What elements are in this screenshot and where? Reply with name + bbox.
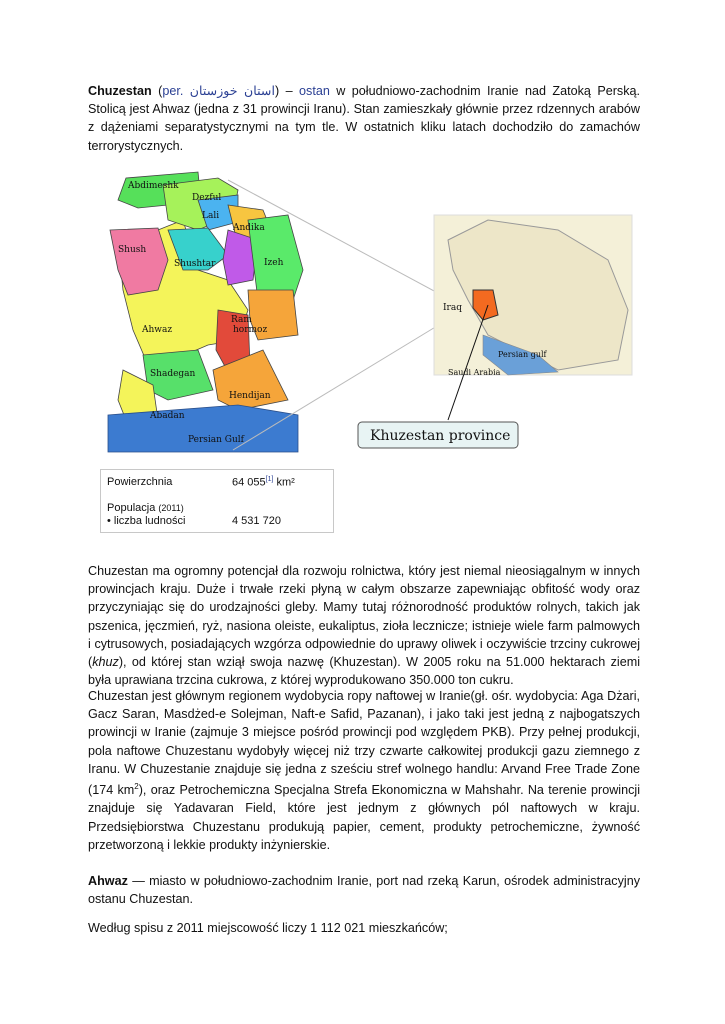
zatoka-link[interactable]: Zatoką Perską xyxy=(552,84,637,98)
intro-paragraph xyxy=(88,82,640,155)
label-abadan: Abadan xyxy=(150,411,185,421)
ostan-link[interactable]: ostan xyxy=(299,84,330,98)
label-persian-gulf: Persian Gulf xyxy=(188,435,244,445)
label-lali: Lali xyxy=(202,211,220,221)
intro-text-fragment: ) – xyxy=(274,84,300,98)
khuzestan-map-figure xyxy=(88,160,640,456)
intro-text-fragment: . Stolicą jest xyxy=(88,84,641,117)
caption-text: Khuzestan province xyxy=(370,428,511,444)
p3-text: Chuzestan jest głównym regionem wydobycia ropy naftowej w Iranie(gł. ośr. wydobycia: Aga Dżari, Gacz Saran, Masdżed-e Solejman, Naft-e Safid, Pazanan), i jako taki jest jedną z najbogatszych prowincji w Iranie (zajmuje 3 miejsce pośród prowincji pod względem PKB). Przy pełnej produkcji, pola naftowe Chuzestanu wydobyły więcej niż trzy czwarte całkowitej produkcji gazu ziemnego z Iranu. W Chuzestanie znajduje się jedna z sześciu stref wolnego handlu: Arvand Free Trade Zone (174 km xyxy=(88,689,640,798)
population-label-text: Populacja xyxy=(107,502,156,514)
label-dezful: Dezful xyxy=(192,193,222,203)
inset-iran-map xyxy=(434,215,632,420)
p3-superscript: 2 xyxy=(134,782,139,792)
label-shadegan: Shadegan xyxy=(150,369,196,379)
p2-text: ), od której stan wziął swoja nazwę (Khuzestan). W 2005 roku na 51.000 hektarach ziemi była uprawiana trzcina cukrowa, z której wyprodukowano 350.000 ton cukru. xyxy=(88,655,640,688)
oil-paragraph xyxy=(88,687,640,854)
area-number: 64 055 xyxy=(232,476,266,489)
persian-name: استان خوزستان xyxy=(189,84,275,98)
intro-text-fragment: w południowo-zachodnim Iranie nad xyxy=(329,84,553,98)
label-abdimeshk: Abdimeshk xyxy=(128,181,179,191)
area-ref-link[interactable]: [1] xyxy=(265,476,274,483)
label-shush: Shush xyxy=(118,245,147,255)
p3-text: ), oraz Petrochemiczna Specjalna Strefa Ekonomiczna w Mahshahr. Na terenie prowincji znajduje się Yadavaran Field, które jest jednym z głównych pól naftowych w kraju. Przedsiębiorstwa Chuzestanu produkują papier, cement, produkty petrochemiczne, żywność przetworzoną i lekkie produkty inżynierskie. xyxy=(88,783,640,852)
agriculture-paragraph xyxy=(88,562,640,689)
p4-text: — miasto w południowo-zachodnim Iranie, port nad rzeką Karun, ośrodek administracyjny ostanu Chuzestan. xyxy=(88,874,640,907)
per-link[interactable]: per. xyxy=(162,84,184,98)
population-value: 4 531 720 xyxy=(232,515,281,527)
khuz-term: khuz xyxy=(92,655,119,670)
article-title: Chuzestan xyxy=(88,84,152,98)
ahwaz-link[interactable]: Ahwaz xyxy=(152,102,191,117)
intro-text-fragment: ( xyxy=(151,84,163,98)
population-year: (2011) xyxy=(158,503,184,513)
label-ram: Ram xyxy=(231,315,252,325)
map-region-shush xyxy=(110,228,168,295)
ahwaz-paragraph xyxy=(88,872,640,908)
intro-text-fragment: (jedna z 31 prowincji Iranu). Stan zamieszkały głównie przez rdzennych arabów z dążeniami separatystycznymi na tym tle. W ostatnich kliku latach dochodziło do zamachów terrorystycznych. xyxy=(88,102,641,153)
p2-text: Chuzestan ma ogromny potencjał dla rozwoju rolnictwa, który jest niemal nieosiągalnym w innych prowincjach kraju. Duże i trwałe rzeki płyną w całym obszarze zapewniając obfitość wody oraz przyczyniając się do urodzajności gleby. Mamy tutaj różnorodność produktów rolnych, takich jak pszenica, jęczmień, ryż, nasiona oleiste, eukaliptus, zioła lecznicze; istnieje wiele farm palmowych i cytrusowych, posiadających wzgórza odpowiednie do uprawy oliwek i oczywiście trzciny cukrowej ( xyxy=(88,564,640,670)
label-ahwaz: Ahwaz xyxy=(142,325,173,335)
label-andika: Andika xyxy=(233,223,265,233)
label-shushtar: Shushtar xyxy=(174,259,216,269)
inset-label-iraq: Iraq xyxy=(443,303,462,313)
population-sub-label: • liczba ludności xyxy=(107,515,186,527)
inset-label-saudi: Saudi Arabia xyxy=(448,368,501,377)
label-izeh: Izeh xyxy=(264,258,284,268)
area-value xyxy=(232,476,295,489)
map-svg xyxy=(88,160,640,456)
area-label: Powierzchnia xyxy=(107,476,173,488)
label-hendijan: Hendijan xyxy=(229,391,271,401)
label-hormoz: hormoz xyxy=(233,325,268,335)
area-unit: km² xyxy=(273,476,295,489)
inset-label-persian-gulf: Persian gulf xyxy=(498,350,547,359)
ahwaz-title: Ahwaz xyxy=(88,874,128,888)
infobox xyxy=(100,469,334,533)
census-paragraph: Według spisu z 2011 miejscowość liczy 1 112 021 mieszkańców; xyxy=(88,921,448,935)
population-label xyxy=(107,502,184,514)
